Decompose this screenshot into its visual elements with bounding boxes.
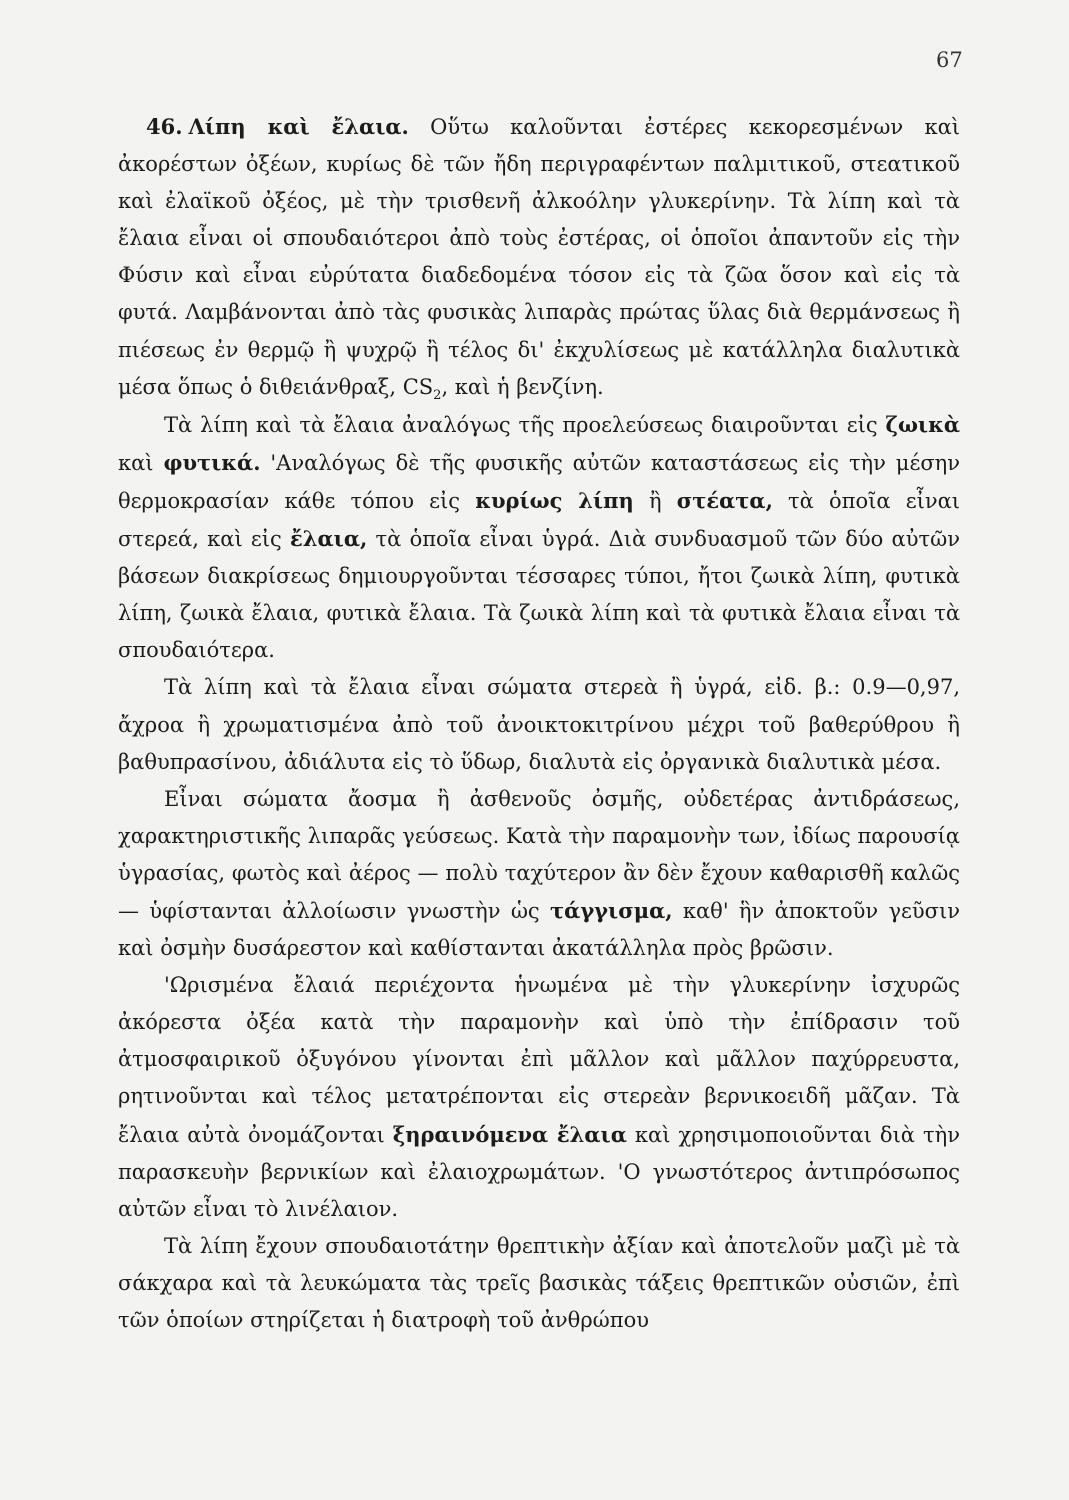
section-title: Λίπη καὶ ἔλαια. — [188, 114, 409, 139]
bold-term: ἔλαια, — [290, 526, 368, 552]
text-run: 'Ωρισμένα ἔλαιά περιέχοντα ἡνωμένα μὲ τὴν γλυκερίνην ἰσχυρῶς ἀκόρεστα ὀξέα κατὰ τὴν παραμονὴν καὶ ὑπὸ τὴν ἐπίδρασιν τοῦ ἀτμοσφαιρικοῦ ὀξυγόνου γίνονται ἐπὶ μᾶλλον καὶ μᾶλλον παχύρρευστα, ρητινοῦνται καὶ τέλος μετατρέπονται εἰς στερεὰν βερνικοειδῆ μᾶζαν. Τὰ ἔλαια αὐτὰ ὀνομάζονται — [118, 973, 960, 1147]
section-number: 46. — [146, 114, 183, 139]
text-run: καθ' ἣν ἀποκτοῦν γεῦσιν καὶ ὀσμὴν δυσάρεστον καὶ καθίστανται ἀκατάλληλα πρὸς βρῶσιν. — [118, 898, 960, 961]
bold-term: φυτικά. — [163, 449, 261, 475]
paragraph-3: Τὰ λίπη καὶ τὰ ἔλαια εἶναι σώματα στερεὰ ἢ ὑγρά, εἰδ. β.: 0.9—0,97, ἄχροα ἢ χρωματισμένα ἀπὸ τοῦ ἀνοικτοκιτρίνου μέχρι τοῦ βαθερύθρου ἢ βαθυπρασίνου, ἀδιάλυτα εἰς τὸ ὕδωρ, διαλυτὰ εἰς ὀργανικὰ διαλυτικὰ μέσα. — [118, 675, 960, 774]
paragraph-2 — [118, 406, 960, 670]
subscript: 2 — [433, 387, 442, 403]
page-number: 67 — [936, 48, 963, 72]
text-run: 'Αναλόγως δὲ τῆς φυσικῆς αὐτῶν καταστάσεως εἰς τὴν μέσην θερμοκρασίαν κάθε τόπου εἰς — [118, 450, 961, 513]
bold-term: τάγγισμα, — [550, 897, 673, 923]
paragraph-1-text-end: , καὶ ἡ βενζίνη. — [441, 374, 604, 399]
text-run: Τὰ λίπη καὶ τὰ ἔλαια ἀναλόγως τῆς προελεύσεως διαιροῦνται εἰς — [164, 412, 886, 437]
paragraph-1 — [118, 108, 960, 406]
bold-term: ξηραινόμενα ἔλαια — [392, 1121, 627, 1147]
paragraph-6: Τὰ λίπη ἔχουν σπουδαιοτάτην θρεπτικὴν ἀξίαν καὶ ἀποτελοῦν μαζὶ μὲ τὰ σάκχαρα καὶ τὰ λευκώματα τὰς τρεῖς βασικὰς τάξεις θρεπτικῶν οὐσιῶν, ἐπὶ τῶν ὁποίων στηρίζεται ἡ διατροφὴ τοῦ ἀνθρώπου — [118, 1233, 960, 1332]
paragraph-1-text: Οὕτω καλοῦνται ἐστέρες κεκορεσμένων καὶ ἀκορέστων ὀξέων, κυρίως δὲ τῶν ἤδη περιγραφέντων παλμιτικοῦ, στεατικοῦ καὶ ἐλαϊκοῦ ὀξέος, μὲ τὴν τρισθενῆ ἀλκοόλην γλυκερίνην. Τὰ λίπη καὶ τὰ ἔλαια εἶναι οἱ σπουδαιότεροι ἀπὸ τοὺς ἐστέρας, οἱ ὁποῖοι ἀπαντοῦν εἰς τὴν Φύσιν καὶ εἶναι εὐρύτατα διαδεδομένα τόσον εἰς τὰ ζῶα ὅσον καὶ εἰς τὰ φυτά. Λαμβάνονται ἀπὸ τὰς φυσικὰς λιπαρὰς πρώτας ὕλας διὰ θερμάνσεως ἢ πιέσεως ἐν θερμῷ ἢ ψυχρῷ ἢ τέλος δι' ἐκχυλίσεως μὲ κατάλληλα διαλυτικὰ μέσα ὅπως ὁ διθειάνθραξ, CS — [118, 115, 960, 399]
text-run: ἢ — [633, 488, 677, 513]
text-run: καὶ — [118, 450, 164, 475]
body-text — [118, 108, 960, 1339]
text-run: τὰ ὁποῖα εἶναι ὑγρά. Διὰ συνδυασμοῦ τῶν δύο αὐτῶν βάσεων διακρίσεως δημιουργοῦνται τέσσαρες τύποι, ἤτοι ζωικὰ λίπη, φυτικὰ λίπη, ζωικὰ ἔλαια, φυτικὰ ἔλαια. Τὰ ζωικὰ λίπη καὶ τὰ φυτικὰ ἔλαια εἶναι τὰ σπουδαιότερα. — [118, 527, 960, 663]
paragraph-5 — [118, 967, 960, 1228]
bold-term: ζωικὰ — [885, 411, 960, 437]
bold-term: κυρίως λίπη — [475, 487, 634, 513]
bold-term: στέατα, — [676, 487, 773, 513]
paragraph-4 — [118, 781, 960, 967]
text-run: καὶ χρησιμοποιοῦνται διὰ τὴν παρασκευὴν βερνικίων καὶ ἐλαιοχρωμάτων. 'Ο γνωστότερος ἀντιπρόσωπος αὐτῶν εἶναι τὸ λινέλαιον. — [118, 1122, 960, 1221]
text-run: τὰ ὁποῖα εἶναι στερεά, καὶ εἰς — [118, 488, 961, 552]
text-run: Εἶναι σώματα ἄοσμα ἢ ἀσθενοῦς ὀσμῆς, οὐδετέρας ἀντιδράσεως, χαρακτηριστικῆς λιπαρᾶς γεύσεως. Κατὰ τὴν παραμονὴν των, ἰδίως παρουσίᾳ ὑγρασίας, φωτὸς καὶ ἀέρος — πολὺ ταχύτερον ἂν δὲν ἔχουν καθαρισθῆ καλῶς— ὑφίστανται ἀλλοίωσιν γνωστὴν ὡς — [118, 786, 960, 923]
